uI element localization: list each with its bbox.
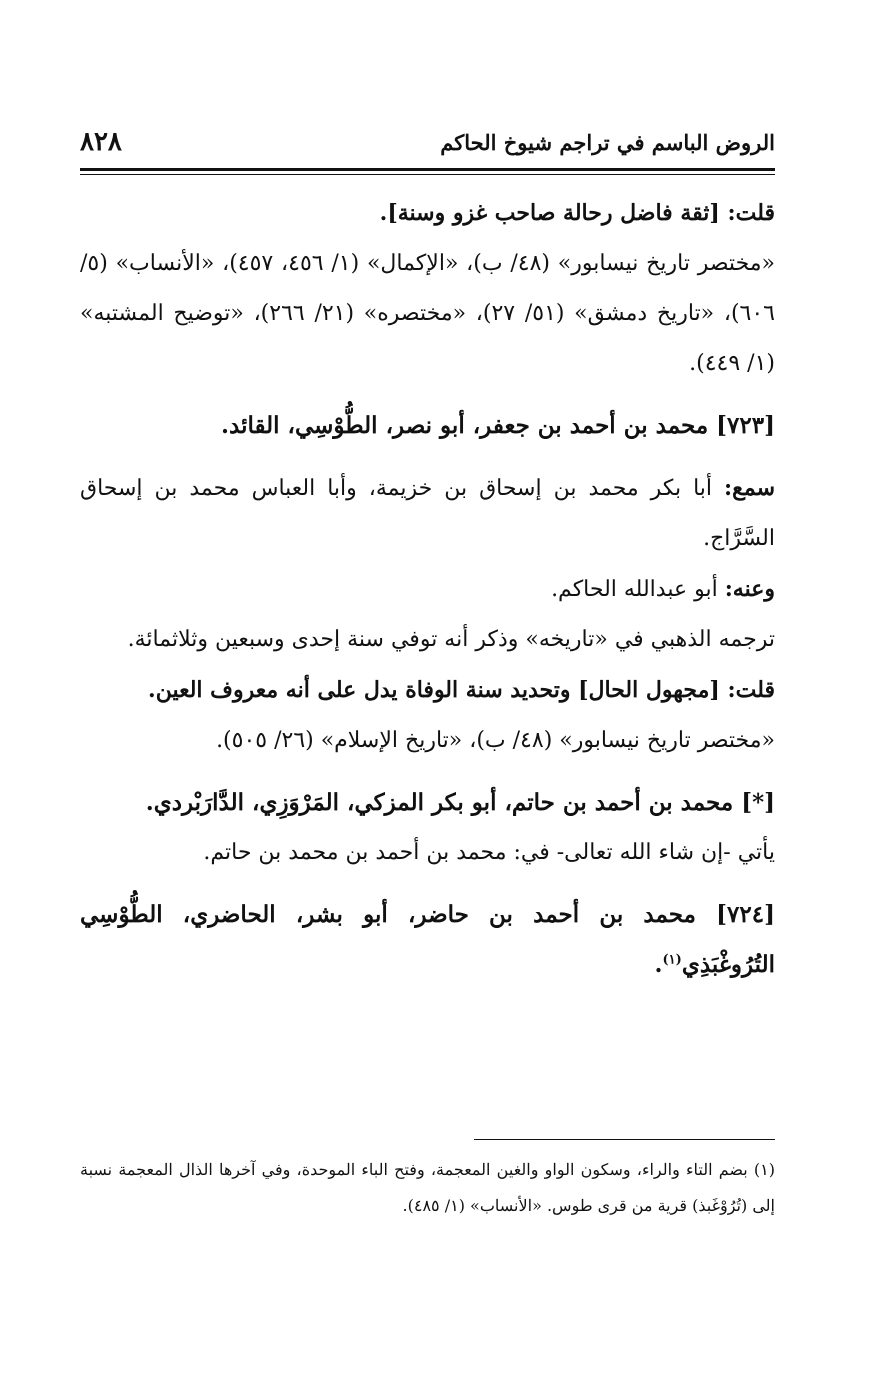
entry-spacer: [80, 451, 775, 463]
narrators-text: أبو عبدالله الحاكم.: [551, 577, 725, 602]
verdict-text-2: [مجهول الحال] وتحديد سنة الوفاة يدل على أنه معروف العين.: [148, 677, 728, 703]
entry-spacer: [80, 389, 775, 401]
verdict-text: [ثقة فاضل رحالة صاحب غزو وسنة].: [379, 200, 728, 226]
cross-reference-paragraph: يأتي -إن شاء الله تعالى- في: محمد بن أحمد بن محمد بن حاتم.: [203, 840, 775, 865]
heard-text: أبا بكر محمد بن إسحاق بن خزيمة، وأبا العباس محمد بن إسحاق السَّرَّاج.: [80, 476, 775, 551]
entry-heading-724: [80, 890, 775, 990]
narrators-paragraph: [80, 564, 775, 615]
narrators-label: وعنه:: [724, 576, 775, 602]
header-rule-thick: [80, 168, 775, 171]
heard-label: سمع:: [724, 475, 775, 501]
verdict-label-2: قلت:: [727, 677, 775, 703]
entry-spacer: [80, 766, 775, 778]
entry-spacer: [80, 878, 775, 890]
running-title: الروض الباسم في تراجم شيوخ الحاكم: [440, 129, 775, 155]
entry-heading-723: [٧٢٣] محمد بن أحمد بن جعفر، أبو نصر، الطُّوْسِي، القائد.: [221, 412, 775, 439]
page-header: [80, 122, 775, 162]
verdict-paragraph-2: [80, 665, 775, 716]
footnote-reference: (١): [662, 952, 682, 968]
biography-paragraph: ترجمه الذهبي في «تاريخه» وذكر أنه توفي سنة إحدى وسبعين وثلاثمائة.: [127, 627, 775, 652]
sources-paragraph: «مختصر تاريخ نيسابور» (٤٨/ ب)، «الإكمال» (١/ ٤٥٦، ٤٥٧)، «الأنساب» (٥/ ٦٠٦)، «تاريخ دمشق» (٥١/ ٢٧)، «مختصره» (٢١/ ٢٦٦)، «توضيح المشتبه» (١/ ٤٤٩).: [80, 251, 776, 376]
page-body: [80, 188, 775, 990]
header-rule-thin: [80, 174, 775, 175]
entry-724-text: [٧٢٤] محمد بن أحمد بن حاضر، أبو بشر، الحاضري، الطُّوْسِي التُرُوغْبَذِي: [80, 901, 775, 978]
verdict-paragraph: [80, 188, 775, 239]
footnote-separator: [474, 1139, 775, 1140]
entry-heading-star: [*] محمد بن أحمد بن حاتم، أبو بكر المزكي، المَرْوَزِي، الدَّارَبْردي.: [145, 789, 775, 816]
entry-724-end: .: [654, 951, 663, 978]
heard-paragraph: [80, 463, 775, 564]
sources-paragraph-2: «مختصر تاريخ نيسابور» (٤٨/ ب)، «تاريخ الإسلام» (٢٦/ ٥٠٥).: [216, 728, 775, 753]
verdict-label: قلت:: [727, 200, 775, 226]
footnote: (١) بضم التاء والراء، وسكون الواو والغين المعجمة، وفتح الباء الموحدة، وفي آخرها الذال المعجمة نسبة إلى (تُرُوْغَبذ) قرية من قرى طوس. «الأنساب» (١/ ٤٨٥).: [80, 1160, 775, 1215]
page-number: ٨٢٨: [80, 127, 122, 157]
